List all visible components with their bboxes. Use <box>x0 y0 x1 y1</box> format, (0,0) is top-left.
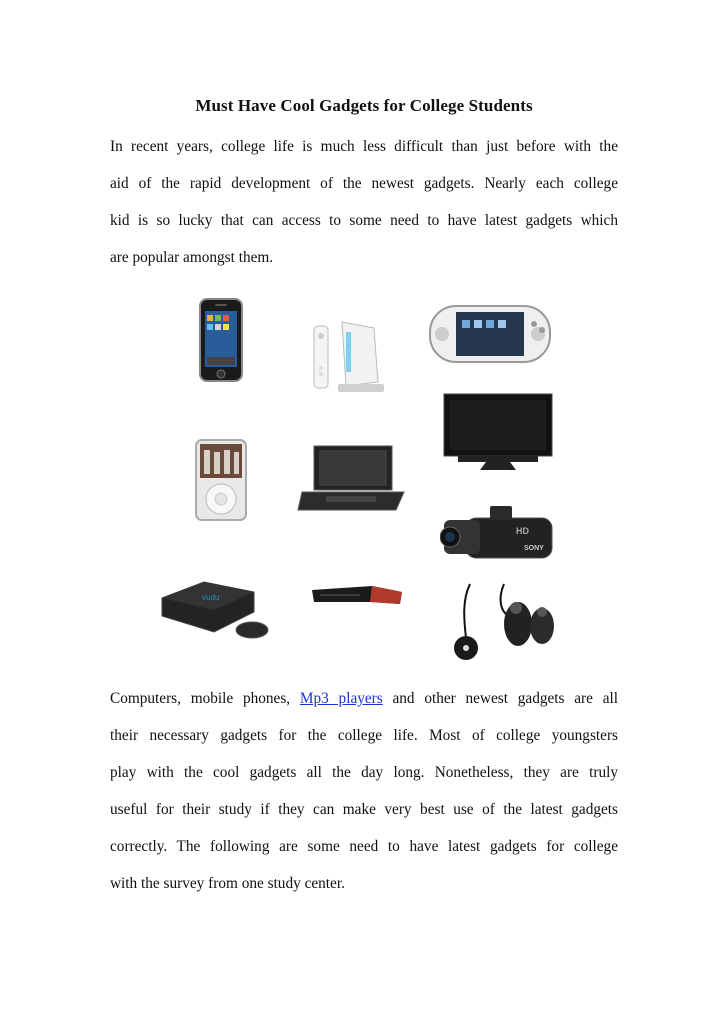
intro-line: kid is so lucky that can access to some need to have latest gadgets which <box>110 212 618 229</box>
earphones-image <box>452 580 562 670</box>
game-console-image <box>304 318 390 398</box>
portable-speaker-image <box>310 582 406 608</box>
body-line: play with the cool gadgets all the day long. Nonetheless, they are truly <box>110 764 618 781</box>
intro-line: In recent years, college life is much less difficult than just before with the <box>110 138 618 155</box>
intro-paragraph <box>110 128 618 276</box>
camcorder-hd-label: HD <box>516 526 529 536</box>
body-paragraph <box>110 680 618 902</box>
body-text: and other newest gadgets are all <box>382 690 618 707</box>
laptop-image <box>296 444 408 514</box>
intro-line: are popular amongst them. <box>110 249 274 266</box>
media-box-logo: vudu <box>202 593 220 602</box>
camcorder-brand-label: SONY <box>524 545 544 552</box>
body-line: with the survey from one study center. <box>110 875 345 892</box>
body-line: their necessary gadgets for the college life. Most of college youngsters <box>110 727 618 744</box>
intro-line: aid of the rapid development of the newest gadgets. Nearly each college <box>110 175 618 192</box>
body-line: useful for their study if they can make very best use of the latest gadgets <box>110 801 618 818</box>
body-text: Computers, mobile phones, <box>110 690 300 707</box>
camcorder-image <box>440 500 560 570</box>
mp3-players-link[interactable]: Mp3 players <box>299 690 383 707</box>
handheld-console-image <box>428 296 552 374</box>
mp3-player-image <box>194 438 248 522</box>
document-title: Must Have Cool Gadgets for College Students <box>195 96 533 115</box>
media-player-image <box>158 568 270 644</box>
body-line: correctly. The following are some need to have latest gadgets for college <box>110 838 618 855</box>
smartphone-image <box>198 297 246 385</box>
flat-screen-tv-image <box>442 392 554 472</box>
body-line <box>110 680 618 717</box>
